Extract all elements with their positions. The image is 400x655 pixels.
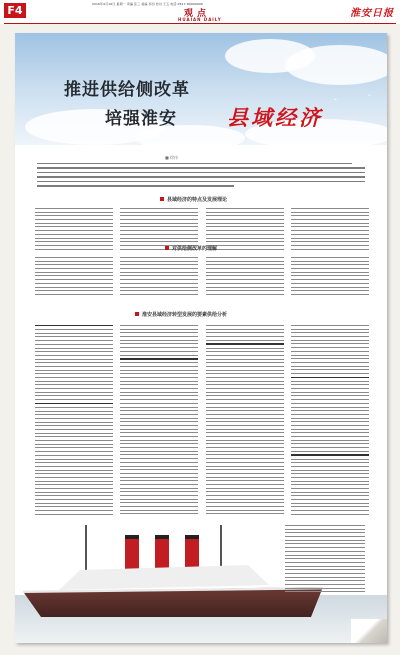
page-curl: [351, 619, 387, 643]
newspaper-logo: 淮安日报: [350, 8, 394, 19]
subhead-marker: [160, 197, 164, 201]
section-english-title: HUAIAN DAILY: [178, 17, 222, 22]
subhead-marker: [165, 246, 169, 250]
bird-icon: ⌄: [127, 129, 133, 136]
headline-line-1: 推进供给侧改革: [64, 80, 190, 100]
byline: ■ 徐伟: [165, 155, 179, 160]
ship-illustration: [15, 525, 387, 643]
subhead-3: 淮安县域经济转型发展的要素供给分析: [142, 312, 228, 318]
article-sheet: [15, 33, 387, 643]
date-line: 2016年9月16日 星期一 责编 张三 美编 李四 校对 王五 电话:0517-80999999: [92, 2, 203, 6]
hero-banner: [15, 33, 387, 145]
section-1-columns: [35, 208, 369, 260]
bird-icon: ⌄: [367, 91, 373, 98]
masthead-rule: [4, 23, 396, 24]
headline-highlight: 县域经济: [227, 105, 323, 130]
section-title: 观点: [184, 9, 211, 19]
subhead-1: 县域经济的特点及发展理论: [167, 197, 228, 203]
bird-icon: ⌄: [333, 95, 339, 102]
subhead-2: 对供给侧改革的理解: [172, 246, 218, 252]
masthead: [0, 0, 400, 24]
intro-paragraph: [37, 163, 365, 189]
section-2-columns: [35, 257, 369, 301]
subhead-marker: [135, 312, 139, 316]
section-3-columns: [35, 325, 369, 525]
page-number: F4: [4, 3, 26, 18]
headline-line-2: 培强淮安: [105, 109, 177, 129]
